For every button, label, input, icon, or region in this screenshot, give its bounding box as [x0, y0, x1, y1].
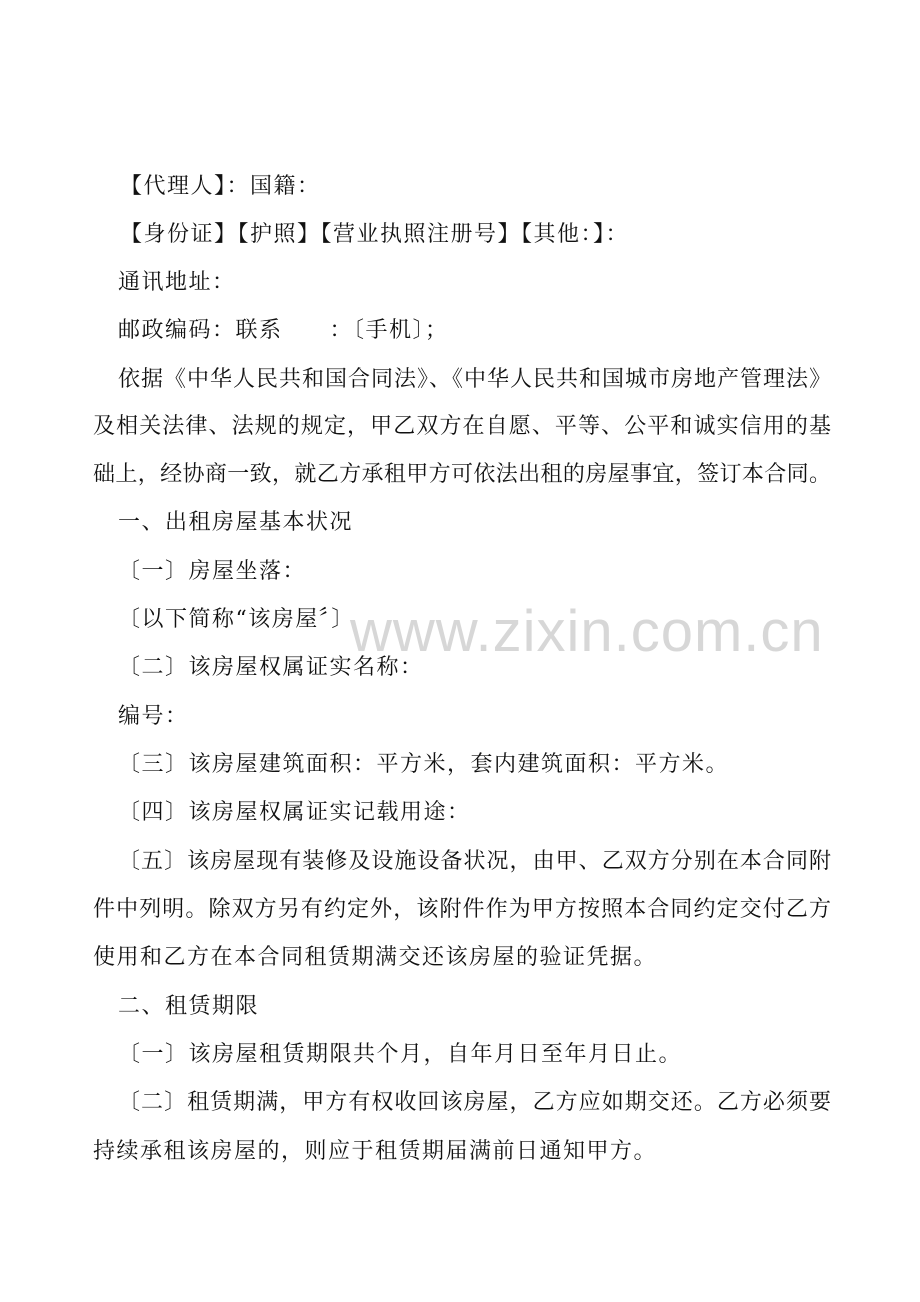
- clause-2-2-line-1: 〔二〕租赁期满，甲方有权收回该房屋，乙方应如期交还。乙方必须要: [118, 1090, 831, 1115]
- agent-nationality-line: 【代理人】：国籍：: [120, 174, 321, 199]
- clause-1-5-line-2: 件中列明。除双方另有约定外，该附件作为甲方按照本合同约定交付乙方: [93, 897, 831, 922]
- clause-1-5-line-1: 〔五〕该房屋现有装修及设施设备状况，由甲、乙双方分别在本合同附: [118, 849, 831, 874]
- section-1-heading: 一、出租房屋基本状况: [118, 510, 354, 535]
- watermark: www.zixin.com.cn: [350, 599, 824, 664]
- clause-1-4: 〔四〕该房屋权属证实记载用途：: [118, 800, 471, 825]
- clause-1-1-note: 〔以下简称“该房屋〞〕: [118, 607, 355, 632]
- clause-1-1: 〔一〕房屋坐落：: [118, 559, 307, 584]
- id-document-line: 【身份证】【护照】【营业执照注册号】【其他：】：: [120, 222, 630, 247]
- clause-2-1: 〔一〕该房屋租赁期限共个月，自年月日至年月日止。: [118, 1042, 683, 1067]
- clause-1-2-number: 编号：: [118, 704, 189, 729]
- preamble-line-1: 依据《中华人民共和国合同法》、《中华人民共和国城市房地产管理法》: [118, 367, 831, 392]
- clause-1-3: 〔三〕该房屋建筑面积：平方米，套内建筑面积：平方米。: [118, 752, 730, 777]
- address-line: 通讯地址：: [118, 270, 236, 295]
- clause-2-2-line-2: 持续承租该房屋的，则应于租赁期届满前日通知甲方。: [93, 1139, 658, 1164]
- preamble-line-3: 础上，经协商一致，就乙方承租甲方可依法出租的房屋事宜，签订本合同。: [93, 462, 831, 487]
- clause-1-5-line-3: 使用和乙方在本合同租赁期满交还该房屋的验证凭据。: [93, 945, 658, 970]
- postcode-contact-line: 邮政编码：联系 ：〔手机〕；: [118, 318, 449, 343]
- clause-1-2: 〔二〕该房屋权属证实名称：: [118, 655, 424, 680]
- section-2-heading: 二、租赁期限: [118, 994, 260, 1019]
- preamble-line-2: 及相关法律、法规的规定，甲乙双方在自愿、平等、公平和诚实信用的基: [93, 414, 831, 439]
